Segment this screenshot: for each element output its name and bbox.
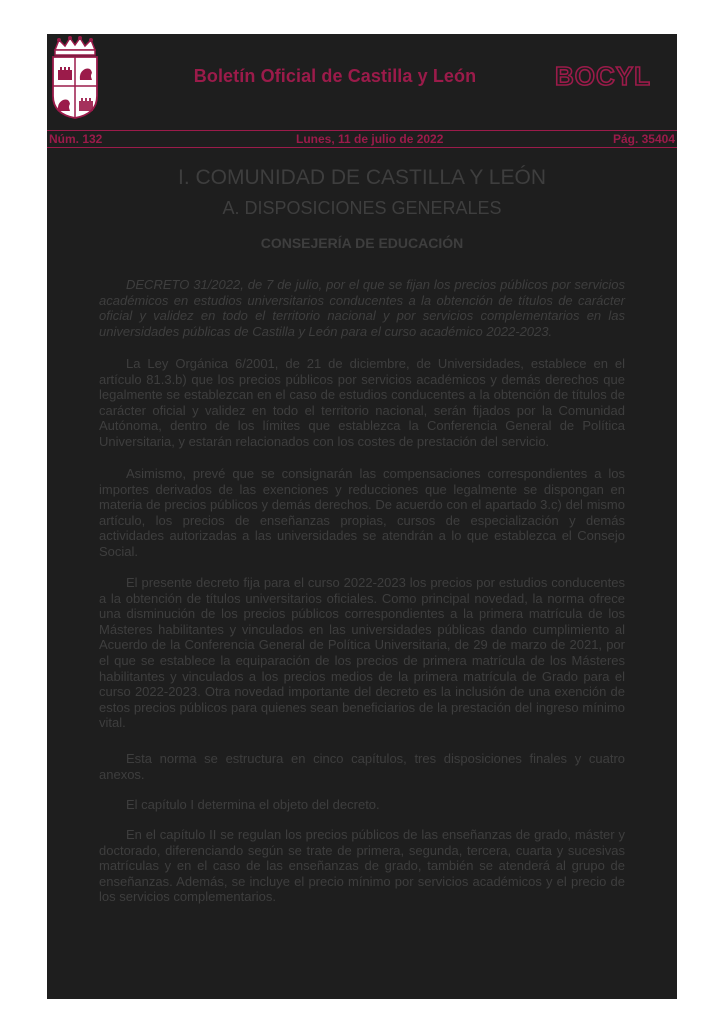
subsection-heading: A. DISPOSICIONES GENERALES xyxy=(222,198,502,218)
paragraph: En el capítulo II se regulan los precios públicos de las enseñanzas de grado, máster y doctorado, diferenciando según se trate de primera, segunda, tercera, cuarta y sucesivas matrículas y en el caso de las enseñanzas de grado, también se atenderá al grupo de enseñanzas. Además, se incluye el precio mínimo por servicios académicos y el precio de los servicios complementarios. xyxy=(99,827,625,905)
issue-number: Núm. 132 xyxy=(49,132,103,146)
paragraph: La Ley Orgánica 6/2001, de 21 de diciembre, de Universidades, establece en el artículo 81.3.b) que los precios públicos por servicios académicos y demás derechos que legalmente se establezcan en el caso de estudios conducentes a la obtención de títulos de carácter oficial y validez en todo el territorio nacional, serán fijados por la Comunidad Autónoma, dentro de los límites que establezca la Conferencia General de Política Universitaria, y estarán relacionados con los costes de prestación del servicio. xyxy=(99,356,625,449)
issue-date: Lunes, 11 de julio de 2022 xyxy=(296,132,444,146)
department-heading: CONSEJERÍA DE EDUCACIÓN xyxy=(260,235,464,251)
bulletin-title: Boletín Oficial de Castilla y León xyxy=(193,66,477,86)
coat-of-arms-icon xyxy=(49,36,101,120)
section-heading: I. COMUNIDAD DE CASTILLA Y LEÓN xyxy=(178,166,546,189)
paragraph: Esta norma se estructura en cinco capítulos, tres disposiciones finales y cuatro anexos. xyxy=(99,751,625,782)
paragraph: Asimismo, prevé que se consignarán las compensaciones correspondientes a los importes derivados de las exenciones y reducciones que legalmente se dispongan en materia de precios públicos y demás derechos. De acuerdo con el apartado 3.c) del mismo artículo, los precios de enseñanzas propias, cursos de especialización y demás actividades autorizadas a las universidades se atendrán a lo que establezca el Consejo Social. xyxy=(99,466,625,559)
paragraph: El capítulo I determina el objeto del decreto. xyxy=(126,797,380,812)
bulletin-acronym: BOCYL xyxy=(555,61,651,91)
page-number: Pág. 35404 xyxy=(612,132,675,146)
decree-title: DECRETO 31/2022, de 7 de julio, por el que se fijan los precios públicos por servicios académicos en estudios universitarios conducentes a la obtención de títulos de carácter oficial y validez en todo el territorio nacional y por servicios complementarios en las universidades públicas de Castilla y León para el curso académico 2022-2023. xyxy=(99,277,625,339)
paragraph: El presente decreto fija para el curso 2022-2023 los precios por estudios conducentes a la obtención de títulos universitarios oficiales. Como principal novedad, la norma ofrece una disminución de los precios públicos correspondientes a la primera matrícula de los Másteres habilitantes y vinculados en las universidades públicas dando cumplimiento al Acuerdo de la Conferencia General de Política Universitaria, de 29 de marzo de 2021, por el que se establece la equiparación de los precios de primera matrícula de los Másteres habilitantes y vinculados a los precios medios de la primera matrícula de Grado para el curso 2022-2023. Otra novedad importante del decreto es la inclusión de una exención de estos precios públicos para quienes sean beneficiarios de la prestación del ingreso mínimo vital. xyxy=(99,575,625,731)
